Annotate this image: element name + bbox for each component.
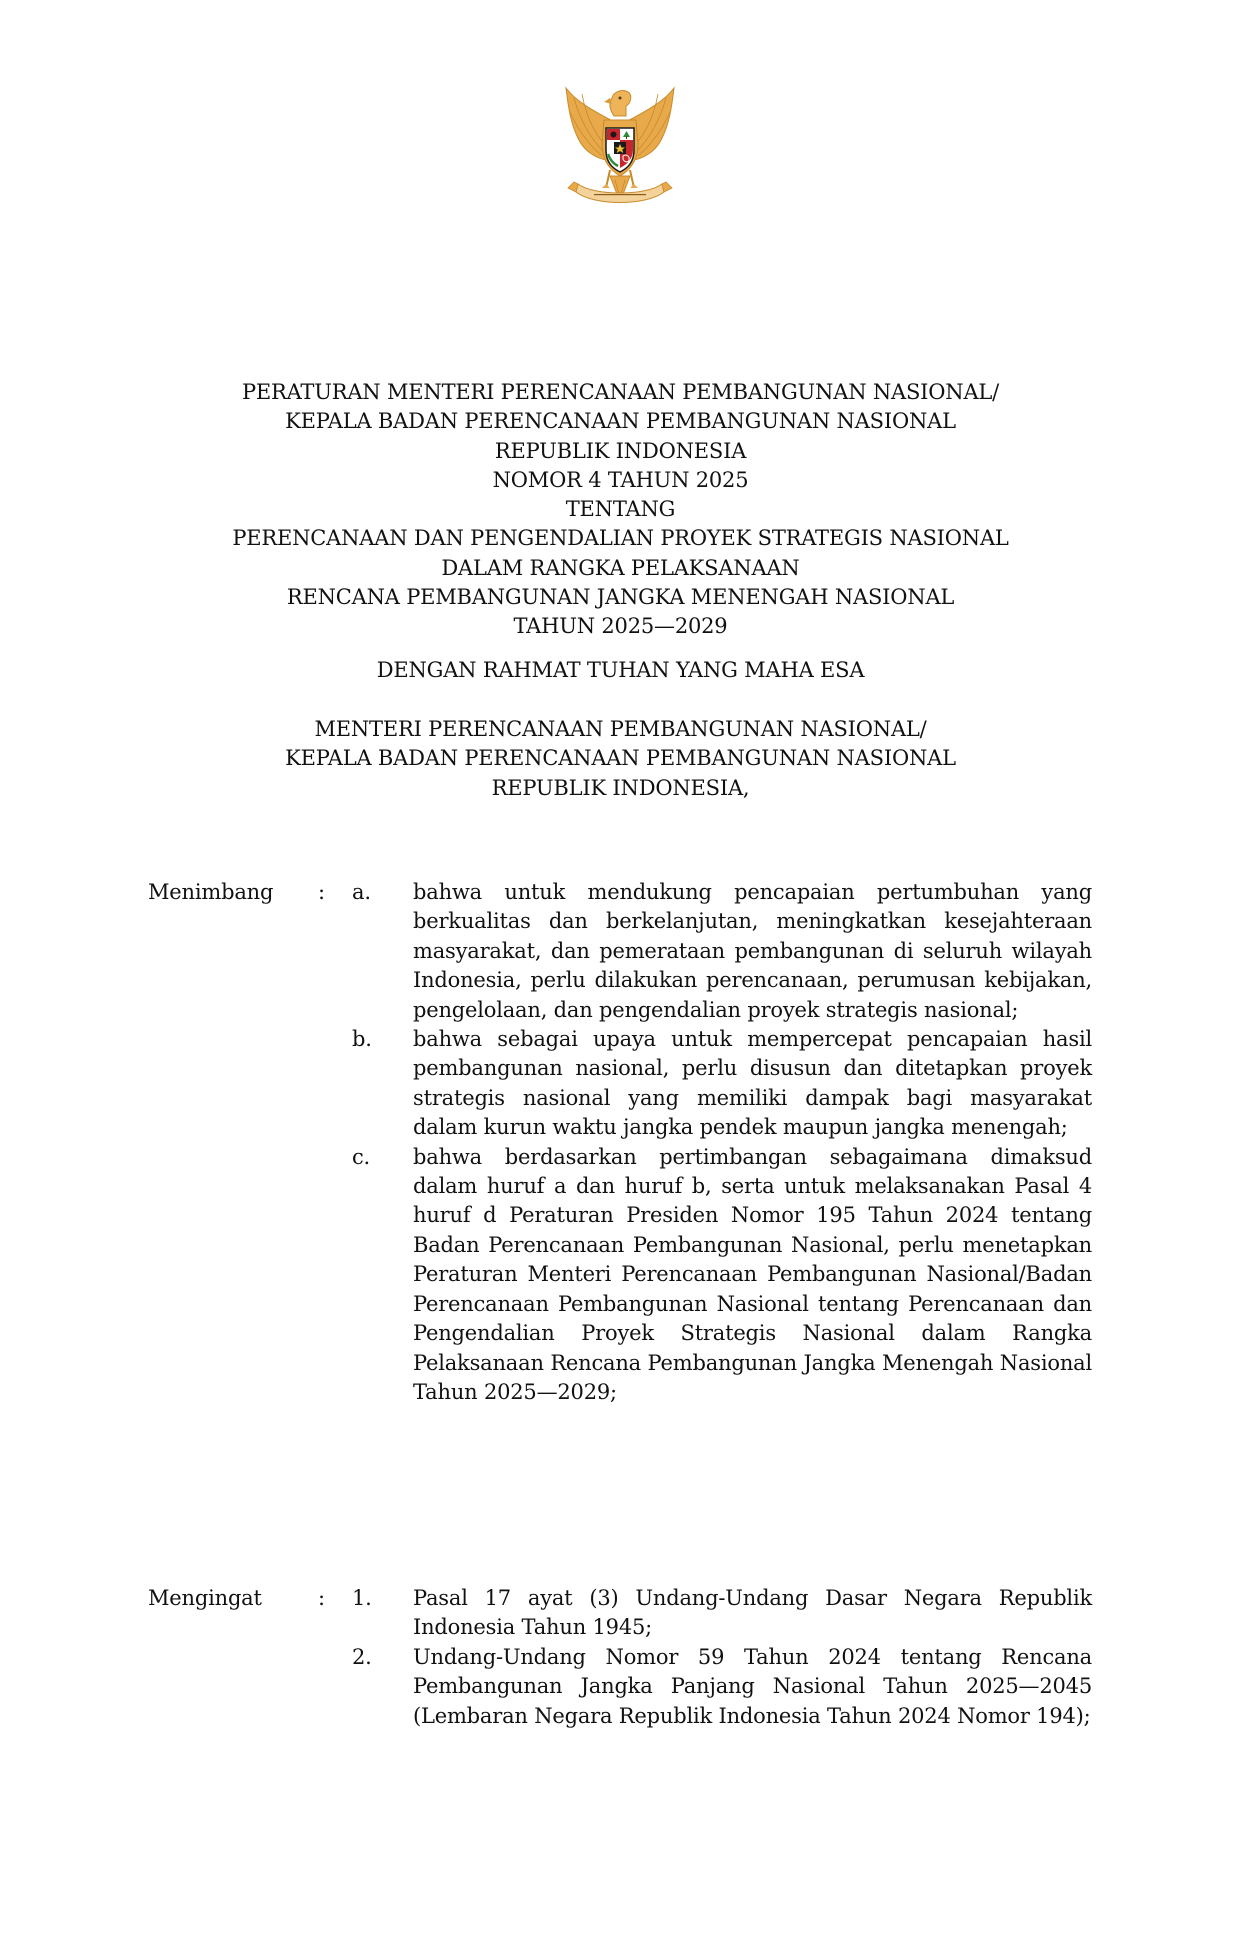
colon: : [318, 880, 325, 904]
regulation-number: NOMOR 4 TAHUN 2025 [492, 467, 749, 492]
item-text: bahwa berdasarkan pertimbangan sebagaimana dimaksud dalam huruf a dan huruf b, serta untuk melaksanakan Pasal 4 huruf d Peraturan Presiden Nomor 195 Tahun 2024 tentang Badan Perencanaan Pembangunan Nasional, perlu menetapkan Peraturan Menteri Perencanaan Pembangunan Nasional/Badan Perencanaan Pembangunan Nasional tentang Perencanaan dan Pengendalian Proyek Strategis Nasional dalam Rangka Pelaksanaan Rencana Pembangunan Jangka Menengah Nasional Tahun 2025—2029; [413, 1144, 1092, 1404]
list-item [148, 1025, 1092, 1143]
item-marker: a. [352, 880, 371, 904]
list-item [148, 1643, 1092, 1731]
item-marker: 2. [352, 1644, 372, 1669]
regulation-subject: RENCANA PEMBANGUNAN JANGKA MENENGAH NASIONAL [286, 585, 955, 610]
signatory-line: KEPALA BADAN PERENCANAAN PEMBANGUNAN NASIONAL [285, 746, 956, 771]
signatory-line: REPUBLIK INDONESIA, [491, 775, 750, 800]
heading-line: PERATURAN MENTERI PERENCANAAN PEMBANGUNAN NASIONAL/ [241, 380, 1000, 404]
garuda-emblem-icon [560, 84, 680, 230]
mengingat-section [148, 1584, 1092, 1731]
item-marker: c. [352, 1144, 371, 1169]
section-label: Mengingat [148, 1586, 262, 1610]
invocation: DENGAN RAHMAT TUHAN YANG MAHA ESA [376, 658, 865, 682]
menimbang-section [148, 878, 1092, 1407]
section-label: Menimbang [148, 880, 274, 904]
regulation-subject: TAHUN 2025—2029 [513, 614, 728, 639]
item-text: Pasal 17 ayat (3) Undang-Undang Dasar Negara Republik Indonesia Tahun 1945; [413, 1586, 1092, 1640]
item-marker: b. [352, 1027, 372, 1052]
signatory-block [100, 715, 1141, 803]
item-text: bahwa untuk mendukung pencapaian pertumbuhan yang berkualitas dan berkelanjutan, meningkatkan kesejahteraan masyarakat, dan pemerataan pembangunan di seluruh wilayah Indonesia, perlu dilakukan perencanaan, perumusan kebijakan, pengelolaan, dan pengendalian proyek strategis nasional; [413, 880, 1092, 1022]
item-text: Undang-Undang Nomor 59 Tahun 2024 tentang Rencana Pembangunan Jangka Panjang Nasional Tahun 2025—2045 (Lembaran Negara Republik Indonesia Tahun 2024 Nomor 194); [413, 1644, 1092, 1728]
regulation-heading [100, 378, 1141, 642]
item-marker: 1. [352, 1586, 372, 1610]
signatory-line: MENTERI PERENCANAAN PEMBANGUNAN NASIONAL/ [314, 717, 927, 741]
list-item [148, 878, 1092, 1025]
item-text: bahwa sebagai upaya untuk mempercepat pencapaian hasil pembangunan nasional, perlu disusun dan ditetapkan proyek strategis nasional yang memiliki dampak bagi masyarakat dalam kurun waktu jangka pendek maupun jangka menengah; [413, 1027, 1092, 1140]
regulation-subject: PERENCANAAN DAN PENGENDALIAN PROYEK STRATEGIS NASIONAL [232, 526, 1009, 551]
heading-line: REPUBLIK INDONESIA [494, 438, 747, 463]
heading-line: KEPALA BADAN PERENCANAAN PEMBANGUNAN NASIONAL [285, 409, 956, 434]
list-item [148, 1143, 1092, 1408]
heading-line: TENTANG [565, 497, 676, 522]
regulation-subject: DALAM RANGKA PELAKSANAAN [441, 555, 800, 580]
list-item [148, 1584, 1092, 1643]
colon: : [318, 1586, 325, 1610]
